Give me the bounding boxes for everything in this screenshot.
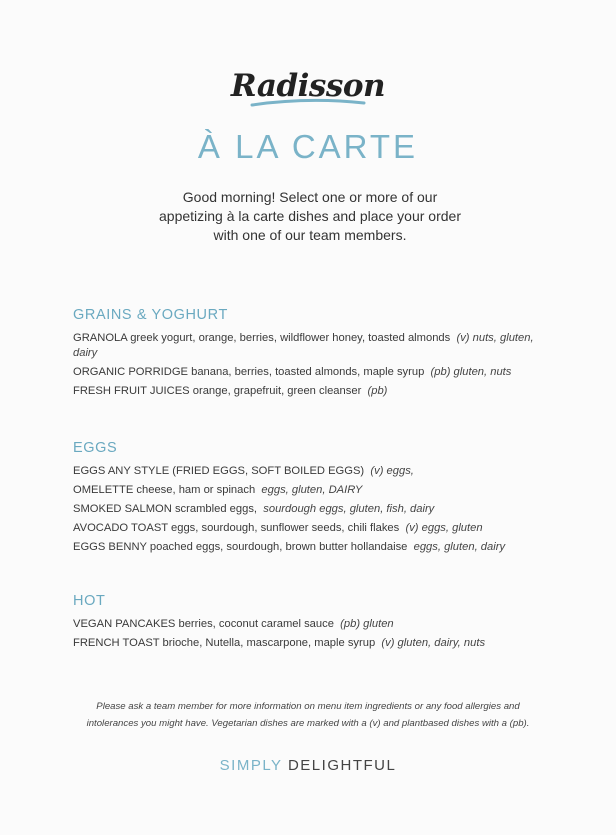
menu-item: [73, 617, 543, 632]
menu-item: [73, 483, 543, 498]
tagline: [0, 757, 616, 774]
item-description: OMELETTE cheese, ham or spinach: [73, 484, 256, 496]
menu-item: [73, 636, 543, 651]
page-title: À LA CARTE: [197, 128, 419, 165]
item-description: FRESH FRUIT JUICES orange, grapefruit, green cleanser: [73, 385, 362, 397]
item-description: AVOCADO TOAST eggs, sourdough, sunflower seeds, chili flakes: [73, 522, 400, 534]
section-title: HOT: [73, 593, 106, 609]
logo-wordmark: Radisson: [230, 68, 386, 104]
intro-text: Good morning! Select one or more of our appetizing à la carte dishes and place your order with one of our team members.: [159, 189, 461, 243]
item-description: FRENCH TOAST brioche, Nutella, mascarpone, maple syrup: [73, 637, 376, 649]
section-grains-yoghurt: [73, 307, 543, 403]
item-description: SMOKED SALMON scrambled eggs,: [73, 503, 258, 515]
menu-item: [73, 502, 543, 517]
item-dietary-tags: (pb) gluten, nuts: [430, 366, 512, 378]
item-dietary-tags: (v) eggs, gluten: [405, 522, 483, 534]
item-dietary-tags: (v) eggs,: [370, 465, 414, 477]
item-description: ORGANIC PORRIDGE banana, berries, toasted almonds, maple syrup: [73, 366, 425, 378]
item-description: EGGS BENNY poached eggs, sourdough, brown butter hollandaise: [73, 541, 408, 553]
menu-item: [73, 540, 543, 555]
item-dietary-tags: eggs, gluten, dairy: [413, 541, 506, 553]
item-dietary-tags: eggs, gluten, DAIRY: [261, 484, 363, 496]
item-description: EGGS ANY STYLE (FRIED EGGS, SOFT BOILED EGGS): [73, 465, 365, 477]
item-dietary-tags: (v) nuts, gluten, dairy: [73, 332, 534, 359]
item-dietary-tags: (pb) gluten: [340, 618, 394, 630]
tagline-part1: SIMPLY: [219, 757, 288, 774]
item-dietary-tags: sourdough eggs, gluten, fish, dairy: [263, 503, 435, 515]
menu-item: [73, 464, 543, 479]
menu-item: [73, 331, 543, 361]
section-hot: [73, 593, 543, 655]
brand-logo: [0, 68, 616, 108]
tagline-part2: DELIGHTFUL: [287, 757, 397, 774]
section-eggs: [73, 440, 543, 559]
item-description: GRANOLA greek yogurt, orange, berries, wildflower honey, toasted almonds: [73, 332, 451, 344]
item-description: VEGAN PANCAKES berries, coconut caramel sauce: [73, 618, 334, 630]
section-title: GRAINS & YOGHURT: [73, 307, 228, 323]
section-title: EGGS: [73, 440, 118, 456]
item-dietary-tags: (v) gluten, dairy, nuts: [381, 637, 486, 649]
menu-item: [73, 521, 543, 536]
item-dietary-tags: (pb): [367, 385, 388, 397]
allergy-note: Please ask a team member for more information on menu item ingredients or any food allergies and intolerances you might have. Vegetarian dishes are marked with a (v) and plantbased dishes with a (pb).: [86, 701, 530, 729]
menu-item: [73, 365, 543, 380]
menu-item: [73, 384, 543, 399]
